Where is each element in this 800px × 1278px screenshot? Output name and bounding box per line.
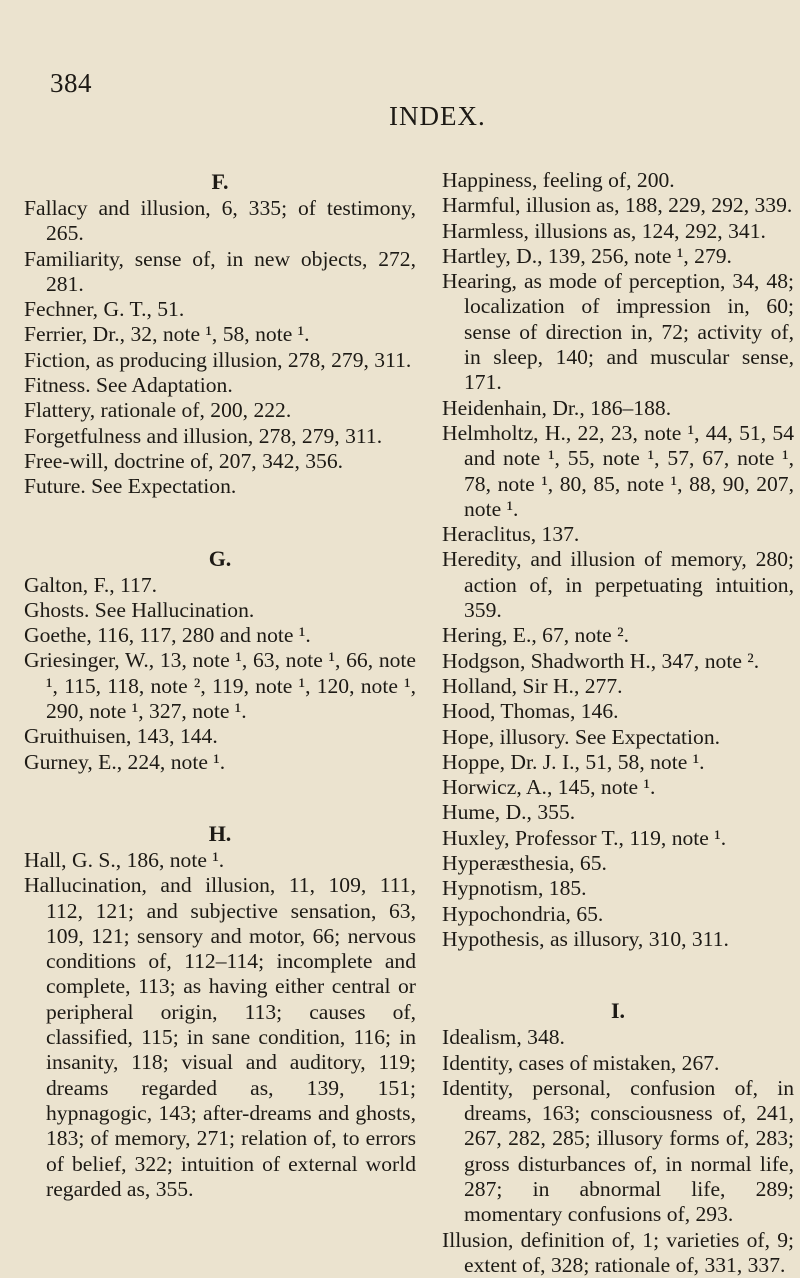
- index-entry: Hall, G. S., 186, note ¹.: [24, 847, 225, 872]
- index-entry: Ferrier, Dr., 32, note ¹, 58, note ¹.: [24, 322, 310, 347]
- index-entry: Helmholtz, H., 22, 23, note ¹, 44, 51, 54 and note ¹, 55, note ¹, 57, 67, note ¹, 78, note ¹, 80, 85, note ¹, 88, 90, 207, note ¹.: [442, 420, 794, 521]
- index-entry: Heredity, and illusion of memory, 280; action of, in perpetuating intuition, 359.: [442, 547, 794, 623]
- index-entry: Heidenhain, Dr., 186–188.: [442, 395, 672, 420]
- index-entry: Horwicz, A., 145, note ¹.: [442, 775, 656, 800]
- index-entry: Gruithuisen, 143, 144.: [24, 724, 218, 749]
- index-entry: Hodgson, Shadworth H., 347, note ².: [442, 648, 760, 673]
- index-entry: Identity, cases of mistaken, 267.: [442, 1050, 720, 1075]
- index-entry: Hoppe, Dr. J. I., 51, 58, note ¹.: [442, 749, 705, 774]
- index-entry: Future. See Expectation.: [24, 474, 237, 499]
- index-entry: Fallacy and illusion, 6, 335; of testimony, 265.: [24, 196, 416, 246]
- index-entry: Heraclitus, 137.: [442, 522, 580, 547]
- index-entry: Hope, illusory. See Expectation.: [442, 724, 721, 749]
- index-entry: Free-will, doctrine of, 207, 342, 356.: [24, 448, 344, 473]
- index-entry: Huxley, Professor T., 119, note ¹.: [442, 825, 727, 850]
- right-column: [442, 168, 794, 1278]
- index-entry: Hypochondria, 65.: [442, 901, 604, 926]
- index-entry: Familiarity, sense of, in new objects, 272, 281.: [24, 246, 416, 296]
- index-entry: Gurney, E., 224, note ¹.: [24, 749, 226, 774]
- left-column: [24, 168, 416, 1202]
- index-entry: Hume, D., 355.: [442, 800, 576, 825]
- index-entry: Hallucination, and illusion, 11, 109, 111, 112, 121; and subjective sensation, 63, 109, 121; sensory and motor, 66; nervous conditions of, 112–114; incomplete and complete, 113; as having either central or peripheral origin, 113; causes of, classified, 115; in sane condition, 116; in insanity, 118; visual and auditory, 119; dreams regarded as, 139, 151; hypnagogic, 143; after-dreams and ghosts, 183; of memory, 271; relation of, to errors of belief, 322; intuition of external world regarded as, 355.: [24, 873, 416, 1201]
- index-entry: Illusion, definition of, 1; varieties of, 9; extent of, 328; rationale of, 331, 337.: [442, 1227, 794, 1277]
- index-entry: Hartley, D., 139, 256, note ¹, 279.: [442, 243, 732, 268]
- section-letter: H.: [208, 820, 232, 846]
- index-entry: Hearing, as mode of perception, 34, 48; localization of impression in, 60; sense of direction in, 72; activity of, in sleep, 140; and muscular sense, 171.: [442, 269, 794, 395]
- index-entry: Forgetfulness and illusion, 278, 279, 311.: [24, 423, 383, 448]
- index-entry: Hering, E., 67, note ².: [442, 623, 629, 648]
- index-entry: Hyperæsthesia, 65.: [442, 851, 607, 876]
- index-entry: Fiction, as producing illusion, 278, 279, 311.: [24, 347, 412, 372]
- index-entry: Flattery, rationale of, 200, 222.: [24, 398, 292, 423]
- index-entry: Ghosts. See Hallucination.: [24, 597, 255, 622]
- index-entry: Fitness. See Adaptation.: [24, 373, 233, 398]
- section-gap: [24, 775, 416, 820]
- index-entry: Harmful, illusion as, 188, 229, 292, 339.: [442, 193, 793, 218]
- page-title: INDEX.: [389, 101, 486, 131]
- index-entry: Goethe, 116, 117, 280 and note ¹.: [24, 623, 311, 648]
- index-entry: Griesinger, W., 13, note ¹, 63, note ¹, 66, note ¹, 115, 118, note ², 119, note ¹, 120, note ¹, 290, note ¹, 327, note ¹.: [24, 648, 416, 724]
- section-gap: [442, 952, 794, 997]
- section-letter: G.: [208, 545, 232, 571]
- index-entry: Fechner, G. T., 51.: [24, 297, 185, 322]
- section-letter: F.: [211, 169, 229, 194]
- section-letter: I.: [610, 998, 626, 1024]
- index-entry: Galton, F., 117.: [24, 572, 158, 597]
- index-entry: Hypnotism, 185.: [442, 876, 587, 901]
- index-entry: Happiness, feeling of, 200.: [442, 168, 675, 192]
- index-entry: Hypothesis, as illusory, 310, 311.: [442, 926, 729, 951]
- index-entry: Identity, personal, confusion of, in dreams, 163; consciousness of, 241, 267, 282, 285; illusory forms of, 283; gross disturbances of, in normal life, 287; in abnormal life, 289; momentary confusions of, 293.: [442, 1075, 794, 1227]
- page-number: 384: [50, 68, 92, 98]
- section-gap: [24, 500, 416, 545]
- index-entry: Hood, Thomas, 146.: [442, 699, 619, 724]
- index-entry: Idealism, 348.: [442, 1025, 565, 1050]
- index-entry: Holland, Sir H., 277.: [442, 673, 623, 698]
- index-entry: Harmless, illusions as, 124, 292, 341.: [442, 218, 766, 243]
